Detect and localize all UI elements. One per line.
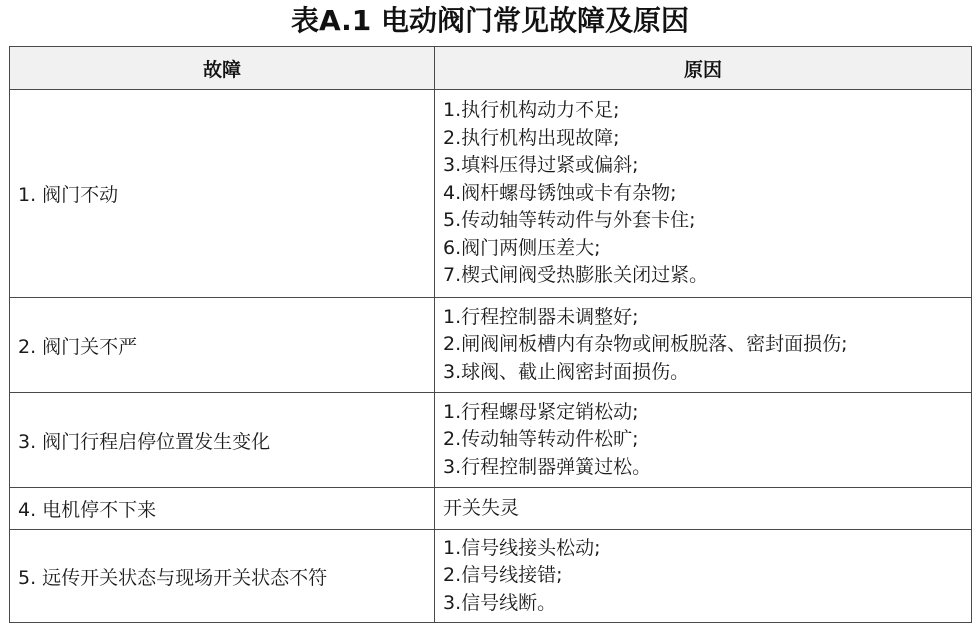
fault-cell: 1. 阀门不动 xyxy=(10,90,435,298)
cause-line: 2.传动轴等转动件松旷; xyxy=(443,428,639,451)
fault-cell: 2. 阀门关不严 xyxy=(10,298,435,393)
cause-line: 6.阀门两侧压差大; xyxy=(443,236,601,259)
cause-line: 1.行程螺母紧定销松动; xyxy=(443,400,639,423)
cause-line: 5.传动轴等转动件与外套卡住; xyxy=(443,209,696,232)
table-row xyxy=(10,90,972,298)
table-row xyxy=(10,298,972,393)
cause-line: 2.信号线接错; xyxy=(443,564,563,587)
cause-line: 2.执行机构出现故障; xyxy=(443,126,620,149)
fault-cell: 4. 电机停不下来 xyxy=(10,488,435,530)
table-title: 表A.1 电动阀门常见故障及原因 xyxy=(290,4,690,37)
cause-line: 4.阀杆螺母锈蚀或卡有杂物; xyxy=(443,181,677,204)
cause-line: 开关失灵 xyxy=(443,496,520,519)
cause-cell xyxy=(435,530,972,623)
fault-cause-table xyxy=(9,46,972,623)
table-row xyxy=(10,488,972,530)
table-row xyxy=(10,393,972,488)
cause-cell xyxy=(435,488,972,530)
cause-line: 3.填料压得过紧或偏斜; xyxy=(443,154,639,177)
column-header-fault: 故障 xyxy=(10,47,435,90)
table-header-row xyxy=(10,47,972,90)
cause-cell xyxy=(435,393,972,488)
cause-line: 7.楔式闸阀受热膨胀关闭过紧。 xyxy=(443,264,709,287)
cause-cell xyxy=(435,298,972,393)
cause-line: 1.执行机构动力不足; xyxy=(443,99,620,122)
cause-line: 3.球阀、截止阀密封面损伤。 xyxy=(443,360,690,383)
cause-line: 3.行程控制器弹簧过松。 xyxy=(443,455,652,478)
fault-cell: 5. 远传开关状态与现场开关状态不符 xyxy=(10,530,435,623)
cause-line: 3.信号线断。 xyxy=(443,591,557,614)
cause-line: 1.行程控制器未调整好; xyxy=(443,305,639,328)
cause-line: 1.信号线接头松动; xyxy=(443,536,601,559)
fault-cell: 3. 阀门行程启停位置发生变化 xyxy=(10,393,435,488)
table-row xyxy=(10,530,972,623)
cause-line: 2.闸阀闸板槽内有杂物或闸板脱落、密封面损伤; xyxy=(443,333,848,356)
column-header-cause: 原因 xyxy=(435,47,972,90)
cause-cell xyxy=(435,90,972,298)
